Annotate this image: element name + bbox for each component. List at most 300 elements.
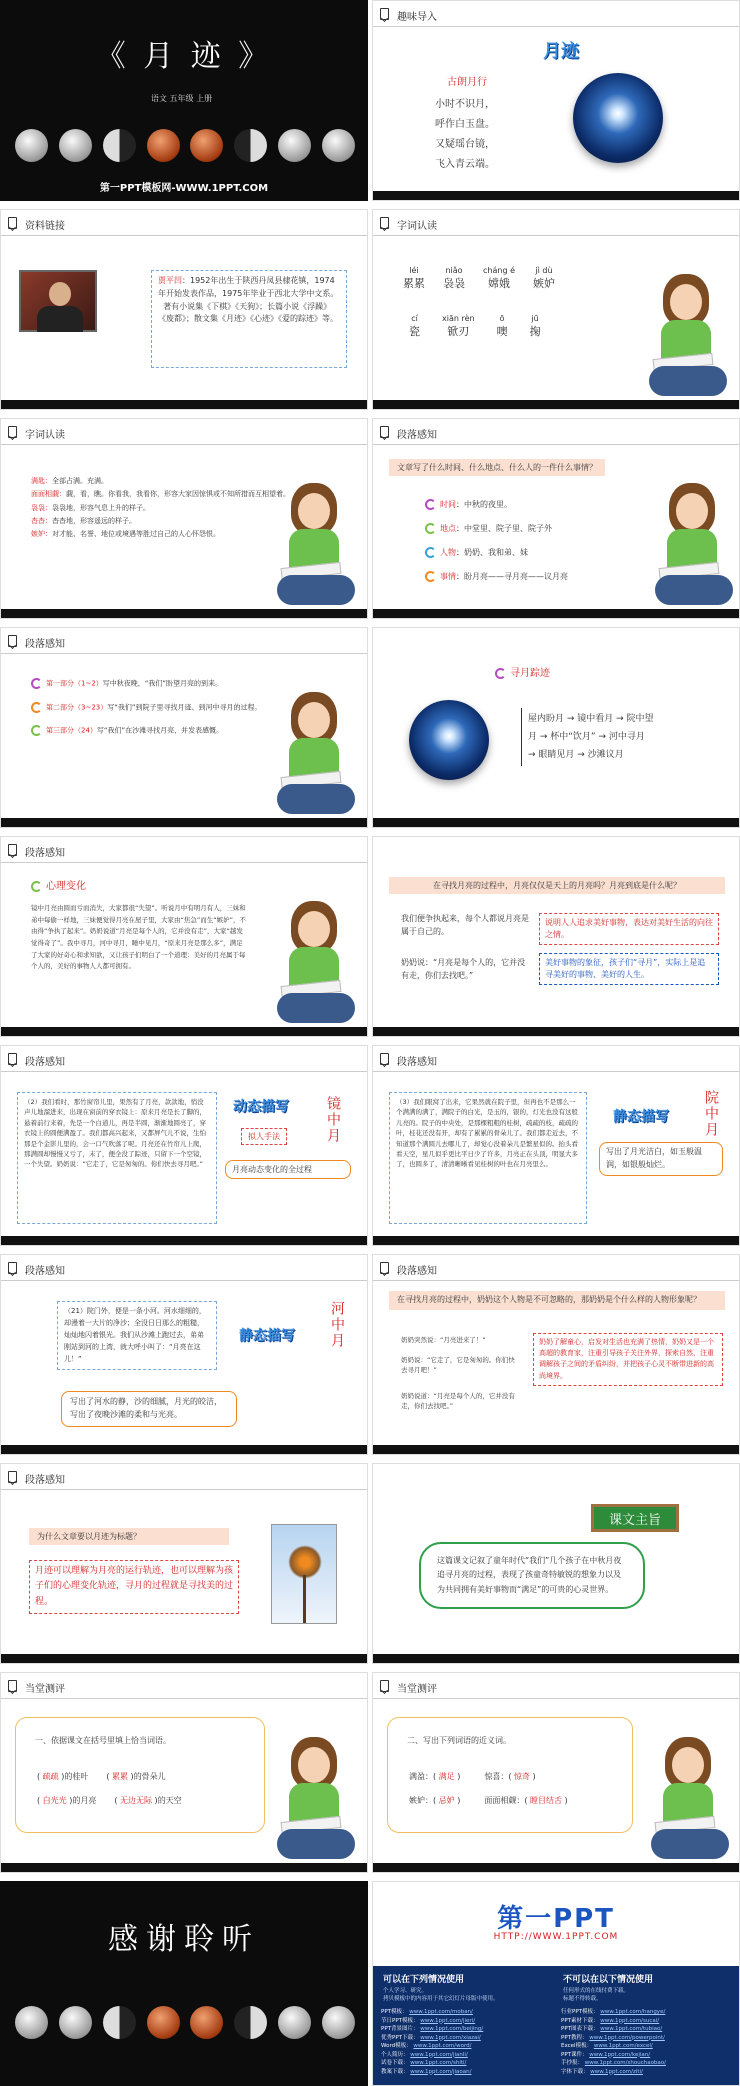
moon-phases [15, 129, 355, 163]
brand-url[interactable]: HTTP://WWW.1PPT.COM [493, 1932, 619, 1942]
link-item[interactable] [561, 2008, 737, 2017]
vertical-label: 河中月 [329, 1301, 345, 1349]
quote-1: 我们便争执起来，每个人都说月亮是属于自己的。 [401, 914, 529, 936]
link-url[interactable]: www.1ppt.com/shiti/ [410, 2060, 467, 2067]
trace-flow-box [521, 708, 721, 766]
tree-icon [288, 1545, 322, 1579]
quiz-item: 嫉妒：( 忌妒 ) [409, 1796, 461, 1805]
slide-footer-bar [1, 400, 367, 409]
quiz-fill: 瞠目结舌 [530, 1796, 563, 1805]
slide-footer-bar [373, 191, 739, 200]
slide-intro[interactable] [372, 0, 740, 201]
slide-header [1, 1464, 367, 1490]
quiz-item: 面面相觑：( 瞠目结舌 ) [484, 1796, 568, 1805]
slide-header-title: 当堂测评 [397, 1684, 437, 1695]
slide-header-title: 段落感知 [25, 848, 65, 859]
definition-term: 满匙： [31, 477, 52, 485]
definition-item [31, 515, 291, 528]
definition-text: 觑，看，瞧。你看我，我看你，形容大家因惊惧或不知所措而互相望着。 [66, 490, 290, 499]
slide-header-title: 字词认读 [397, 221, 437, 232]
passage-box: （21）院门外，便是一条小河。河水细细的，却漫着一大片的净沙；全没日日那么的粗糙，灿灿地闪着银光。我们从沙滩上跑过去，弟弟刚站到河的上湾，就大呼小叫了：“月亮在这儿！” [57, 1301, 217, 1370]
passage-box: （3）我们眼窝了出来，它果然就在院子里，但再也不是那么一个满满的满了，满院子的白光，是玉的，银的，灯光也没有这般儿亮的。院子的中央处，是那棵粗粗的桂树，疏疏的枝，疏疏的叶，桂花还没有开，却有了累累的骨朵儿了。我们都走近去，不知道那个满圆儿去哪儿了，却觉心没着朵儿是繁星似的。抬头看看天空，星几似乎更比平日少了许多，月亮正在头顶，明显大多了，也圆多了，清清晰晰看见桂树的叶也在月亮里么。 [389, 1092, 587, 1224]
element-key: 地点 [440, 524, 456, 533]
psych-text: 镜中月亮由圆而亏而消失，大家都很“失望”。听说月中有明月有人，三妹和弟中每偷一样地，三妹便觉得月亮在屋子里，大家由“焦急”而生“嫉妒”，不由得“争执了起来”。奶奶说道“月亮是每个人的，它并没有走”，大家“越发觉得奇了”。我中寻月，河中寻月，睡中见月，“原来月亮是那么多”，满足了大家的好奇心和求知欲，又让孩子们明白了一个道理：美好的月亮属于每个人的，美好的事物人人都可拥有。 [31, 904, 246, 971]
definition-item [31, 488, 291, 501]
note-box: 月亮动态变化的全过程 [225, 1160, 351, 1179]
link-label: PPT教程： [561, 2034, 588, 2041]
part-item [31, 725, 271, 737]
link-item[interactable] [381, 2042, 557, 2051]
link-label: PPT模板： [381, 2009, 408, 2015]
moon-icon [15, 2006, 48, 2039]
word: 嫉妒 [532, 277, 555, 290]
word: 瓷 [409, 325, 420, 338]
quiz-fill: 忌妒 [438, 1796, 455, 1805]
slide-footer-bar [373, 609, 739, 618]
poem-line: 呼作白玉盘。 [435, 119, 495, 130]
pinyin: ō [499, 314, 505, 323]
brand-logo: 第一PPT [497, 1904, 615, 1934]
quiz-item: 满盈：( 满足 ) [409, 1772, 461, 1781]
link-label: 节日PPT模板： [381, 2017, 419, 2024]
grandma-quote-3: 奶奶说：“它走了，它是匆匆的。你们快去寻月吧！” [401, 1356, 515, 1375]
tree-photo [271, 1524, 337, 1624]
link-url[interactable]: www.1ppt.com/word/ [413, 2043, 472, 2050]
moon-icon [278, 2006, 311, 2039]
link-item[interactable] [561, 2068, 737, 2077]
slide-footer-bar [1, 818, 367, 827]
spiral-icon [31, 678, 42, 689]
quiz-instruction: 一、依据课文在括号里填上恰当词语。 [35, 1736, 171, 1745]
cannot-title: 不可以在以下情况使用 [563, 1975, 654, 1985]
question-box: 文章写了什么时间、什么地点、什么人的一件什么事情？ [389, 459, 605, 476]
slide-header [373, 1255, 739, 1281]
part-key: 第三部分（24） [46, 726, 97, 735]
slide-main-idea[interactable] [372, 1463, 740, 1664]
quiz-term: 惊喜： [484, 1772, 509, 1781]
slide-header-title: 趣味导入 [397, 12, 437, 23]
vocab-word [442, 314, 475, 339]
quiz-row-1 [409, 1771, 536, 1782]
slide-header [1, 419, 367, 445]
moon-icon [147, 129, 180, 162]
bookmark-icon [8, 1262, 17, 1274]
poem-line: 又疑瑶台镜， [435, 139, 495, 150]
link-item[interactable] [561, 2059, 737, 2068]
link-label: 试卷下载： [381, 2060, 409, 2067]
spiral-icon [425, 547, 436, 558]
definition-text: 袅袅地，形容气息上升的样子。 [52, 503, 150, 512]
bookmark-icon [380, 1680, 389, 1692]
slide-header [1, 628, 367, 654]
answer-box: 月迹可以理解为月亮的运行轨迹，也可以理解为孩子们的心理变化轨迹，寻月的过程就是寻找美的过程。 [29, 1560, 239, 1614]
link-url[interactable]: www.1ppt.com/shouchaobao/ [584, 2060, 667, 2067]
author-bio: ：1952年出生于陕西丹凤县棣花镇，1974年开始发表作品，1975年毕业于西北大学中文系。 [158, 276, 339, 298]
slide-elements[interactable] [372, 418, 740, 619]
link-item[interactable] [561, 2042, 737, 2051]
quiz-after: 的桂叶 [64, 1772, 89, 1781]
slide-header-title: 字词认读 [25, 430, 65, 441]
quiz-item: ( 白光光 )的月亮 [37, 1796, 97, 1805]
link-url[interactable]: www.1ppt.com/moban/ [409, 2009, 473, 2015]
slide-title-subtitle: 语文 五年级 上册 [151, 94, 213, 103]
moon-icon [59, 2006, 92, 2039]
moon-icon [322, 129, 355, 162]
answer-box-1: 说明人人追求美好事物，表达对美好生活的向往之情。 [539, 913, 719, 945]
slide-footer-bar [1, 1236, 367, 1245]
word: 累累 [403, 277, 425, 290]
slide-header [373, 1046, 739, 1072]
quiz-term: 满盈： [409, 1772, 433, 1781]
definition-term: 袅袅： [31, 503, 52, 512]
slide-mirror-moon[interactable] [0, 1045, 368, 1246]
part-value: 写“我们”到院子里寻找月迹、到河中寻月的过程。 [107, 703, 262, 712]
bookmark-icon [380, 426, 389, 438]
link-item[interactable] [561, 2025, 737, 2034]
definition-term: 嫉妒： [31, 530, 52, 539]
link-label: 个人简历： [381, 2051, 409, 2058]
pinyin: jū [531, 314, 539, 323]
slide-header-title: 段落感知 [397, 1266, 437, 1277]
link-item[interactable] [381, 2017, 557, 2026]
slide-psychology[interactable] [0, 836, 368, 1037]
link-url[interactable]: www.1ppt.com/sucai/ [600, 2017, 660, 2024]
bookmark-icon [8, 635, 17, 647]
definition-list [31, 475, 291, 541]
spiral-icon [495, 668, 506, 679]
quiz-item: ( 疏疏 )的桂叶 [37, 1772, 89, 1781]
person-body [37, 306, 83, 332]
poem-line: 飞入青云端。 [435, 159, 495, 170]
note-box: 写出了月光洁白，如玉般温润，如银般灿烂。 [599, 1142, 723, 1176]
moon-icon [59, 129, 92, 162]
links-left [381, 2008, 557, 2076]
pinyin: niǎo [445, 266, 463, 275]
link-label: 手抄报： [561, 2060, 584, 2067]
quiz-fill: 满足 [438, 1772, 455, 1781]
slide-header [1, 837, 367, 863]
vocab-row-1 [403, 266, 555, 291]
slide-author[interactable] [0, 209, 368, 410]
quiz-fill: 惊奇 [514, 1772, 531, 1781]
bookmark-icon [380, 8, 389, 20]
slide-footer-bar [1, 1654, 367, 1663]
slide-grandma[interactable] [372, 1254, 740, 1455]
person-icon [49, 282, 71, 306]
word: 掬 [529, 325, 541, 338]
definition-term: 杳杳： [31, 516, 52, 525]
element-value: ：奶奶、我和弟、妹 [456, 548, 528, 557]
slide-yard-moon[interactable] [372, 1045, 740, 1246]
spiral-icon [31, 702, 42, 713]
poem-title: 古朗月行 [447, 77, 487, 88]
trace-flow-line: → 眼睛见月 → 沙滩议月 [528, 750, 624, 760]
link-label: 优秀PPT下载： [381, 2034, 419, 2041]
slide-footer-bar [373, 818, 739, 827]
slide-vocab[interactable] [372, 209, 740, 410]
method-tag: 拟人手法 [241, 1128, 287, 1145]
slide-footer-bar [373, 1027, 739, 1036]
part-key: 第一部分（1~2） [46, 679, 103, 688]
part-value: 写中秋夜晚，“我们”盼望月亮的到来。 [102, 679, 223, 688]
vocab-word [443, 266, 465, 291]
link-url[interactable]: www.1ppt.com/jiaoan/ [410, 2068, 472, 2075]
slide-structure[interactable] [0, 627, 368, 828]
quiz-item: ( 累累 )的骨朵儿 [106, 1772, 166, 1781]
slide-footer-bar [373, 400, 739, 409]
link-label: 行业PPT模板： [561, 2009, 599, 2015]
quiz-row-2 [37, 1795, 182, 1806]
link-item[interactable] [561, 2051, 737, 2060]
slide-footer-bar [373, 1236, 739, 1245]
vocab-word [409, 314, 420, 339]
can-title: 可以在下列情况使用 [383, 1975, 465, 1985]
bookmark-icon [8, 426, 17, 438]
girl-reading-image [277, 692, 355, 820]
element-key: 时间 [440, 500, 456, 509]
slide-footer-bar [373, 1863, 739, 1872]
wordart-dynamic: 动态描写 [233, 1099, 289, 1115]
moon-icon [103, 2006, 136, 2039]
moon-icon [234, 129, 267, 162]
link-item[interactable] [381, 2051, 557, 2060]
element-item [425, 493, 568, 517]
link-url[interactable]: www.1ppt.com/ziti/ [590, 2068, 643, 2075]
question-box: 在寻找月亮的过程中，奶奶这个人物是不可忽略的，那奶奶是个什么样的人物形象呢？ [389, 1291, 725, 1310]
slide-footer-bar [1, 1445, 367, 1454]
slide-header-title: 段落感知 [25, 1266, 65, 1277]
slide-header [1, 210, 367, 236]
link-label: Excel模板： [561, 2043, 593, 2050]
vocab-word [530, 314, 541, 339]
pinyin: jì dù [535, 266, 553, 275]
can-sub-2: 拷贝模板中的内容用于其它幻灯片母版中使用。 [383, 1996, 499, 2002]
slide-header-title: 段落感知 [25, 1057, 65, 1068]
word: 噢 [496, 325, 508, 338]
pinyin: xiān rèn [442, 314, 475, 323]
spiral-icon [425, 571, 436, 582]
slide-footer-bar [1, 609, 367, 618]
link-item[interactable] [381, 2068, 557, 2077]
element-value: ：盼月亮——寻月亮——议月亮 [456, 572, 568, 581]
bookmark-icon [8, 217, 17, 229]
slide-title[interactable] [0, 0, 368, 201]
author-name: 贾平凹 [158, 276, 182, 285]
moon-icon [147, 2006, 180, 2039]
slide-thanks[interactable] [0, 1881, 368, 2086]
link-url[interactable]: www.1ppt.com/jieri/ [420, 2017, 476, 2024]
vocab-word [483, 266, 515, 291]
slide-quiz-2[interactable] [372, 1672, 740, 1873]
slide-usage[interactable] [372, 1881, 740, 2086]
quiz-after: 的天空 [157, 1796, 182, 1805]
link-url[interactable]: www.1ppt.com/hangye/ [600, 2009, 666, 2015]
quiz-fill: 白光光 [42, 1796, 67, 1805]
bookmark-icon [8, 844, 17, 856]
slide-header [1, 1673, 367, 1699]
slide-header-title: 当堂测评 [25, 1684, 65, 1695]
elements-list [425, 493, 568, 589]
bookmark-icon [8, 1471, 17, 1483]
link-label: PPT图表下载： [561, 2026, 599, 2033]
slide-header-title: 段落感知 [25, 639, 65, 650]
slide-header-title: 段落感知 [397, 430, 437, 441]
spiral-icon [31, 881, 42, 892]
author-photo [19, 270, 97, 332]
bookmark-icon [8, 1053, 17, 1065]
slide-header-title: 段落感知 [25, 1475, 65, 1486]
can-sub-1: 个人学习、研究。 [383, 1988, 428, 1994]
wordart-static: 静态描写 [239, 1328, 295, 1344]
answer-box-2: 美好事物的象征，孩子们“寻月”，实际上是追寻美好的事物、美好的人生。 [539, 953, 719, 985]
link-label: Word模板： [381, 2043, 412, 2050]
cannot-sub-2: 标题不得转载。 [563, 1996, 602, 2002]
link-url[interactable]: www.1ppt.com/beijing/ [420, 2026, 484, 2033]
spiral-icon [425, 523, 436, 534]
girl-reading-image [277, 901, 355, 1029]
cannot-sub-1: 任何形式的在线付费下载。 [563, 1988, 630, 1994]
slide-header [373, 419, 739, 445]
definition-text: 杳杳地，形容遥远的样子。 [52, 516, 136, 525]
girl-reading-image [655, 483, 733, 611]
author-works: 著有小说集《下棋》《天狗》；长篇小说《浮躁》《废都》；散文集《月迹》《心迹》《爱的踪迹》等。 [158, 301, 338, 324]
link-url[interactable]: www.1ppt.com/kejian/ [589, 2051, 651, 2058]
link-label: PPT背景图片： [381, 2026, 419, 2033]
main-idea-box: 这篇课文记叙了童年时代“我们”几个孩子在中秋月夜追寻月亮的过程，表现了孩童奇特敏锐的想象力以及为共同拥有美好事物而“满足”的可贵的心灵世界。 [419, 1542, 645, 1609]
vocab-word [497, 314, 508, 339]
word: 袅袅 [443, 277, 465, 290]
slide-title-heading: 《 月 迹 》 [95, 39, 273, 74]
bookmark-icon [380, 1053, 389, 1065]
quiz-row-2 [409, 1795, 568, 1806]
moon-phases [15, 2006, 355, 2040]
vertical-label: 镜中月 [325, 1096, 341, 1144]
moon-image [573, 73, 663, 163]
moon-icon [190, 2006, 223, 2039]
links-right [561, 2008, 737, 2076]
part-key: 第二部分（3~23） [46, 703, 108, 712]
slide-footer-bar [373, 1445, 739, 1454]
link-label: 教案下载： [381, 2068, 409, 2075]
slide-footer-bar [1, 1863, 367, 1872]
main-idea-badge: 课文主旨 [591, 1504, 679, 1532]
trace-flow-line: 月 → 杯中“饮月” → 河中寻月 [528, 732, 645, 742]
trace-title [495, 664, 550, 679]
quiz-fill: 累累 [112, 1772, 129, 1781]
passage-box: （2）我们看时，那竹窗帘儿里，果然有了月亮，款款地，悄没声儿地溜进来，出现在窗前的穿衣镜上：原来月亮是长了脚的，悬着前行来着，先是一个白道儿，再是半圆，渐渐地圆亮了，穿衣镜上的圆便满盈了。我们都高兴起来，又都屏气儿不说，生怕那是个金影儿里的，会一口气吹落了呢。月亮还在竹帘儿上爬，那满圆却慢慢又亏了，末了，便全没了踪迹，只留下一个空镜，一个失望。奶奶说：“它走了，它是匆匆的。你们快去寻月吧。” [17, 1092, 217, 1224]
slide-header-title: 段落感知 [397, 1057, 437, 1068]
link-item[interactable] [561, 2017, 737, 2026]
bookmark-icon [8, 1680, 17, 1692]
definition-text: 对才能、名誉、地位或境遇等胜过自己的人心怀怨恨。 [52, 530, 220, 539]
slide-moon-trace[interactable] [372, 627, 740, 828]
quiz-row-1 [37, 1771, 166, 1782]
note-box: 写出了河水的静，沙的细腻，月光的皎洁，写出了夜晚沙滩的柔和与光亮。 [61, 1391, 237, 1427]
author-bio-box [151, 270, 347, 368]
element-item [425, 565, 568, 589]
link-item[interactable] [381, 2008, 557, 2017]
element-value: ：中堂里、院子里、院子外 [456, 524, 552, 533]
moon-icon [15, 129, 48, 162]
moon-icon [278, 129, 311, 162]
girl-reading-image [277, 483, 355, 611]
link-url[interactable]: www.1ppt.com/excel/ [593, 2043, 653, 2050]
pinyin: léi [409, 266, 419, 275]
link-url[interactable]: www.1ppt.com/xiazai/ [420, 2034, 481, 2041]
girl-reading-image [277, 1737, 355, 1865]
vocab-word [533, 266, 555, 291]
word: 锨刃 [447, 325, 470, 338]
thanks-title: 感谢聆听 [108, 1922, 260, 1957]
slide-header [373, 210, 739, 236]
pinyin: cí [411, 314, 418, 323]
quiz-after: 的骨朵儿 [133, 1772, 166, 1781]
word: 嫦娥 [487, 277, 510, 290]
grandma-quote-2: 奶奶突然说：“月亮进来了！” [401, 1336, 486, 1344]
wordart-static: 静态描写 [613, 1109, 669, 1125]
definition-item [31, 502, 291, 515]
slide-title-reason[interactable] [0, 1463, 368, 1664]
spiral-icon [31, 725, 42, 736]
quiz-fill: 无边无际 [120, 1796, 153, 1805]
moon-icon [234, 2006, 267, 2039]
slide-footer-bar [373, 1654, 739, 1663]
question-box: 在寻找月亮的过程中，月亮仅仅是天上的月亮吗？月亮到底是什么呢？ [389, 877, 725, 894]
slide-header-title: 资料链接 [25, 221, 65, 232]
link-item[interactable] [381, 2059, 557, 2068]
link-item[interactable] [561, 2034, 737, 2043]
link-url[interactable]: www.1ppt.com/tubiao/ [600, 2026, 663, 2033]
link-item[interactable] [381, 2025, 557, 2034]
link-label: PPT课件： [561, 2051, 588, 2058]
vocab-word [403, 266, 425, 291]
spiral-icon [425, 499, 436, 510]
quiz-term: 面面相觑： [484, 1796, 525, 1805]
quiz-item: 惊喜：( 惊奇 ) [484, 1772, 536, 1781]
vocab-row-2 [409, 314, 541, 339]
quiz-after: 的月亮 [72, 1796, 97, 1805]
trunk-icon [303, 1575, 306, 1623]
moon-icon [103, 129, 136, 162]
grandma-quote-1: 奶奶说道：“月亮是每个人的，它并没有走，你们去找吧。” [401, 1392, 515, 1411]
slide-header [373, 1, 739, 27]
slide-header [373, 1673, 739, 1699]
part-item [31, 678, 271, 690]
bookmark-icon [380, 217, 389, 229]
element-value: ：中秋的夜里。 [456, 500, 512, 509]
link-item[interactable] [381, 2034, 557, 2043]
parts-list [31, 678, 271, 737]
element-key: 事情 [440, 572, 456, 581]
slide-moon-meaning[interactable] [372, 836, 740, 1037]
quote-2: 奶奶说：“月亮是每个人的，它并没有走，你们去找吧。” [401, 958, 526, 980]
link-url[interactable]: www.1ppt.com/powerpoint/ [589, 2034, 665, 2041]
trace-flow-line: 屋内盼月 → 镜中看月 → 院中望 [528, 714, 654, 724]
slide-river-moon[interactable] [0, 1254, 368, 1455]
answer-box: 奶奶了解童心，启发对生活也充满了热情，奶奶又是一个高超的教育家，注重引导孩子关注外界，探索自然，注重调解孩子之间的矛盾纠纷，并把孩子心灵不断带进新的高尚境界。 [533, 1333, 723, 1386]
poem-line: 小时不识月， [435, 99, 495, 110]
element-item [425, 517, 568, 541]
definition-item [31, 475, 291, 488]
slide-quiz-1[interactable] [0, 1672, 368, 1873]
quiz-term: 嫉妒： [409, 1796, 433, 1805]
link-url[interactable]: www.1ppt.com/jianli/ [410, 2051, 468, 2058]
site-label: 第一PPT模板网-WWW.1PPT.COM [99, 183, 269, 194]
quiz-fill: 疏疏 [42, 1772, 59, 1781]
slide-vocab-meaning[interactable] [0, 418, 368, 619]
slide-header [1, 1046, 367, 1072]
poem-lines [435, 95, 495, 175]
